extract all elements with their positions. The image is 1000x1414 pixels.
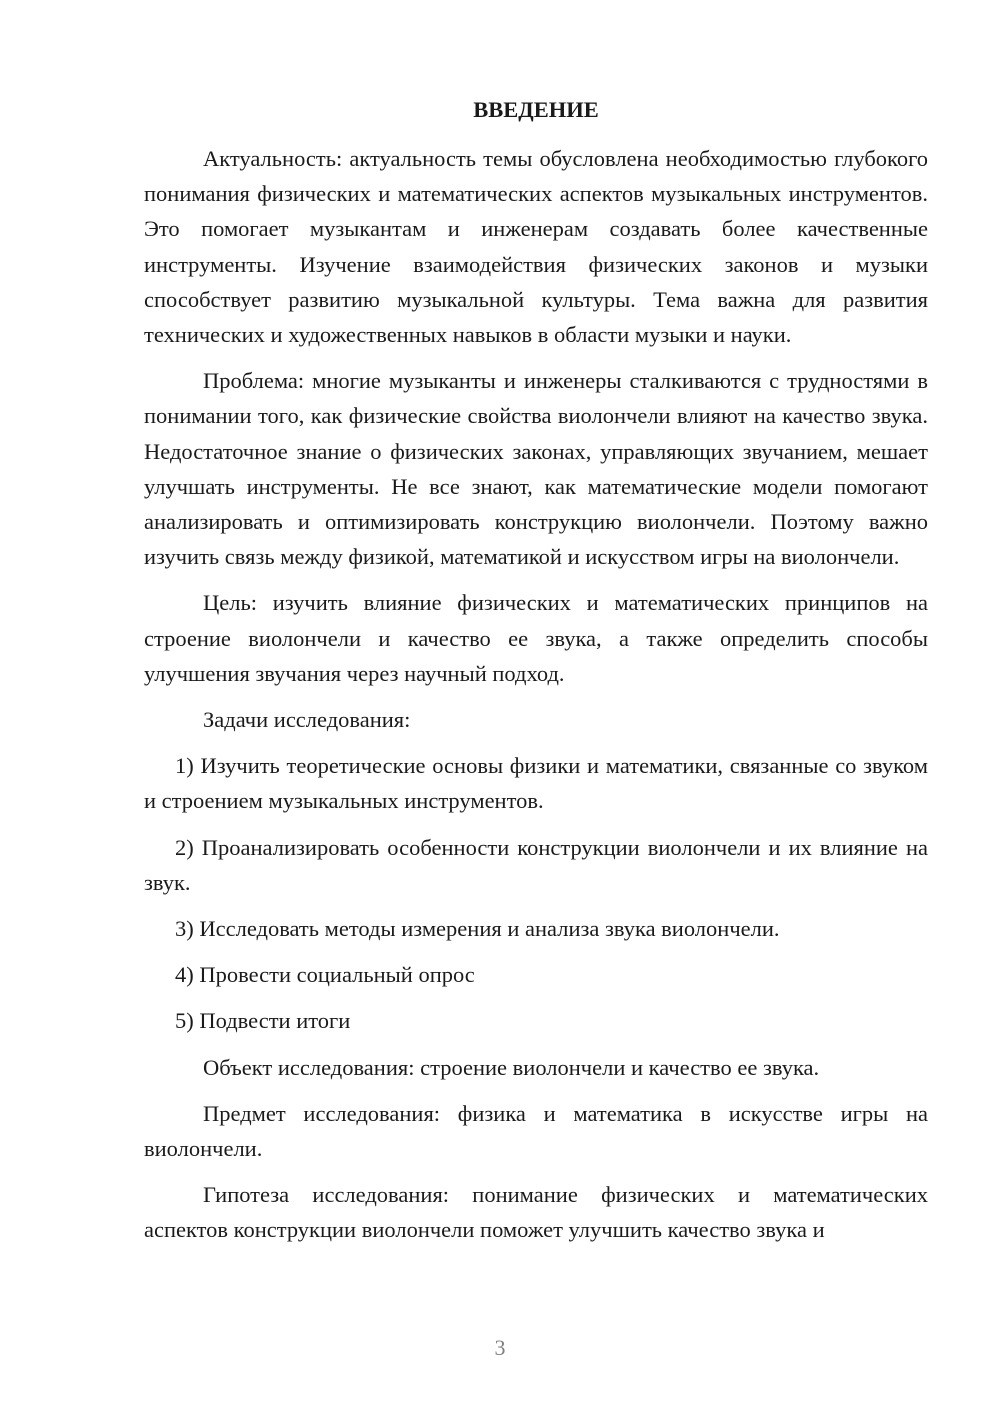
task-item-3: 3) Исследовать методы измерения и анализа звука виолончели. [175, 916, 780, 942]
relevance-paragraph: Актуальность: актуальность темы обусловлена необходимостью глубокого понимания физических и математических аспектов музыкальных инструментов. Это помогает музыкантам и инженерам создавать более качественные инструменты. Изучение взаимодействия физических законов и музыки способствует развитию музыкальной культуры. Тема важна для развития технических и художественных навыков в области музыки и науки. [144, 146, 928, 348]
task-item-2: 2) Проанализировать особенности конструкции виолончели и их влияние на звук. [144, 834, 928, 895]
object-paragraph: Объект исследования: строение виолончели и качество ее звука. [203, 1054, 820, 1080]
tasks-heading: Задачи исследования: [203, 707, 411, 733]
document-page [144, 92, 928, 1259]
page-number: 3 [494, 1335, 506, 1360]
task-item-5: 5) Подвести итоги [175, 1008, 351, 1034]
hypothesis-paragraph: Гипотеза исследования: понимание физических и математических аспектов конструкции виолончели поможет улучшить качество звука и [144, 1182, 928, 1243]
task-item-1: 1) Изучить теоретические основы физики и математики, связанные со звуком и строением музыкальных инструментов. [144, 753, 928, 814]
subject-paragraph: Предмет исследования: физика и математика в искусстве игры на виолончели. [144, 1100, 928, 1162]
page-title: ВВЕДЕНИЕ [473, 97, 599, 122]
goal-paragraph: Цель: изучить влияние физических и математических принципов на строение виолончели и качество ее звука, а также определить способы улучшения звучания через научный подход. [144, 590, 928, 686]
problem-paragraph: Проблема: многие музыканты и инженеры сталкиваются с трудностями в понимании того, как физические свойства виолончели влияют на качество звука. Недостаточное знание о физических законах, управляющих звучанием, мешает улучшать инструменты. Не все знают, как математические модели помогают анализировать и оптимизировать конструкцию виолончели. Поэтому важно изучить связь между физикой, математикой и искусством игры на виолончели. [144, 368, 928, 570]
task-item-4: 4) Провести социальный опрос [175, 962, 475, 988]
